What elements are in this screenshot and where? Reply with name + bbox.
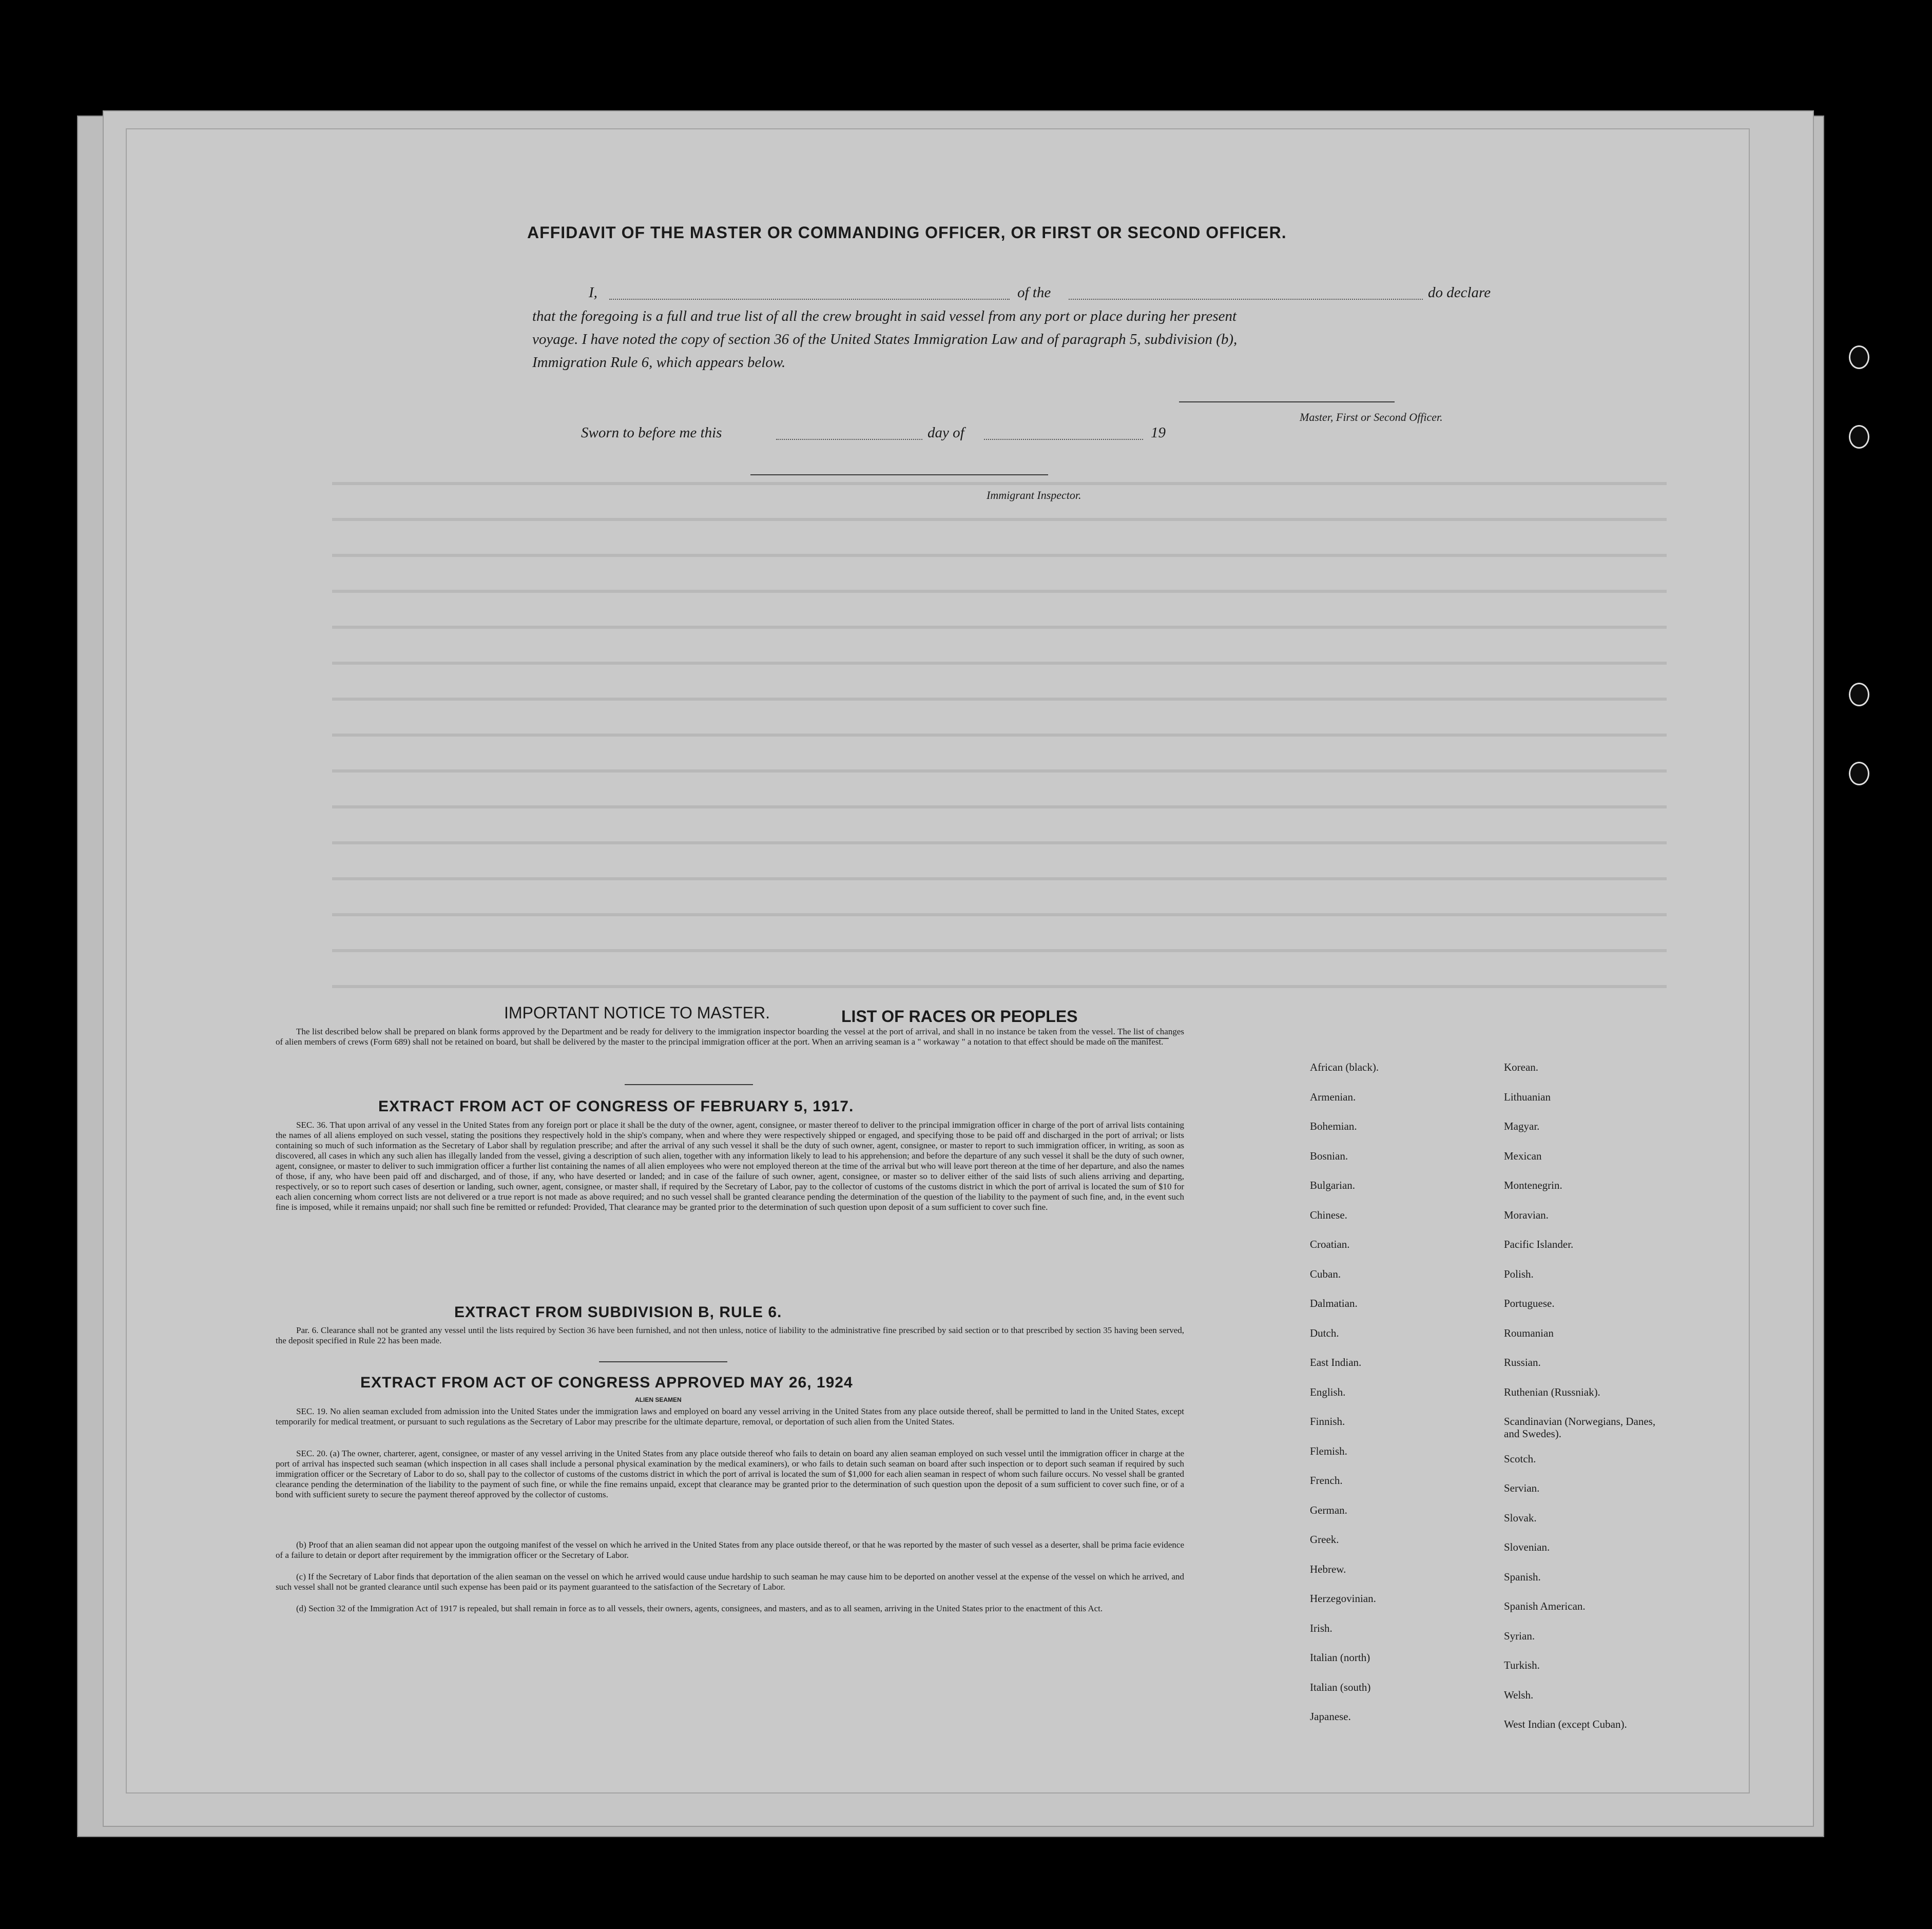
race-item: Italian (north): [1310, 1651, 1370, 1664]
race-item: Slovenian.: [1504, 1541, 1550, 1553]
notice-divider: [625, 1084, 753, 1085]
sworn-text: Sworn to before me this: [581, 425, 722, 441]
race-item: Mexican: [1504, 1149, 1542, 1162]
race-item: Roumanian: [1504, 1326, 1554, 1339]
affidavit-i: I,: [589, 284, 597, 301]
race-item: Hebrew.: [1310, 1563, 1346, 1575]
punch-hole: [1849, 683, 1869, 706]
race-item: Servian.: [1504, 1482, 1540, 1494]
day-of-text: day of: [928, 425, 964, 441]
races-divider: [1112, 1038, 1169, 1039]
signature-label: Master, First or Second Officer.: [1300, 411, 1443, 423]
race-item: Scotch.: [1504, 1452, 1536, 1465]
race-item: Chinese.: [1310, 1208, 1347, 1221]
race-item: Syrian.: [1504, 1629, 1535, 1642]
race-item: Finnish.: [1310, 1415, 1345, 1428]
race-item: Japanese.: [1310, 1710, 1351, 1723]
year-prefix: 19: [1151, 425, 1166, 441]
extract3-sec19: SEC. 19. No alien seaman excluded from admission into the United States under the immigration laws and employed on board any vessel arriving in the United States from any place outside thereof, shall be permitted to land in the United States, except temporarily for medical treatment, or pursuant to such regulations as the Secretary of Labor may prescribe for the ultimate departure, removal, or deportation of such alien from the United States.: [276, 1406, 1184, 1426]
race-item: Pacific Islander.: [1504, 1238, 1574, 1250]
race-item: Turkish.: [1504, 1659, 1540, 1671]
extract1-body: SEC. 36. That upon arrival of any vessel in the United States from any foreign port or place it shall be the duty of the owner, agent, consignee, or master thereof to deliver to the principal immigration officer in charge of the port of arrival lists containing the names of all aliens employed on such vessel, stating the positions they respectively hold in the ship's company, when and where they were respectively shipped or engaged, and specifying those to be paid off and discharged in the port of arrival; or lists containing so much of such information as the Secretary of Labor shall by regulation prescribe; and after the arrival of any such vessel it shall be the duty of such owner, agent, consignee, or master to report to such immigration officer, in writing, as soon as discovered, all cases in which any such alien has illegally landed from the vessel, giving a description of such alien, together with any information likely to lead to his apprehension; and before the departure of any such vessel it shall be the duty of such owner, agent, consignee, or master to deliver to such immigration officer a further list containing the names of all alien employees who were not employed thereon at the time of the arrival but who will leave port thereon at the time of her departure, and also the names of those, if any, who have been paid off and discharged, and of those, if any, who have deserted or landed; and in case of the failure of such owner, agent, consignee, or master so to deliver either of the said lists of such aliens arriving and departing, respectively, or so to report such cases of desertion or landing, such owner, agent, consignee, or master shall, if required by the Secretary of Labor, pay to the collector of customs of the customs district in which the port of arrival is located the sum of $10 for each alien concerning whom correct lists are not delivered or a true report is not made as above required; and no such vessel shall be granted clearance pending the determination of the question of the liability to the payment of such fine, and, in the event such fine is imposed, while it remains unpaid; nor shall such fine be remitted or refunded: Provided, That clearance may be granted prior to the determination of such question upon deposit of a sum sufficient to cover such fine.: [276, 1120, 1184, 1212]
notice-body: The list described below shall be prepared on blank forms approved by the Department and be ready for delivery to the immigration inspector boarding the vessel at the port of arrival, and shall in no instance be taken from the vessel. The list of changes of alien members of crews (Form 689) shall not be retained on board, but shall be delivered by the master to the principal immigration officer at the port. When an arriving seaman is a " workaway " a notation to that effect should be made on the manifest.: [276, 1027, 1184, 1047]
extract3-sec20b: (b) Proof that an alien seaman did not appear upon the outgoing manifest of the vessel on which he arrived in the United States from any place outside thereof, or that he was reported by the master of such vessel as a deserter, shall be prima facie evidence of a failure to detain or deport after requirement by the immigration officer or the Secretary of Labor.: [276, 1540, 1184, 1560]
extract1-title: EXTRACT FROM ACT OF CONGRESS OF FEBRUARY 5, 1917.: [378, 1098, 854, 1115]
race-item: African (black).: [1310, 1061, 1379, 1073]
extract2-divider: [599, 1361, 727, 1362]
race-item: West Indian (except Cuban).: [1504, 1718, 1627, 1730]
day-blank: [776, 439, 922, 440]
punch-hole: [1849, 762, 1869, 785]
signature-line: [1179, 401, 1395, 402]
extract3-title: EXTRACT FROM ACT OF CONGRESS APPROVED MAY 26, 1924: [360, 1374, 853, 1391]
affidavit-line3: voyage. I have noted the copy of section 36 of the United States Immigration Law and of paragraph 5, subdivision (b),: [532, 331, 1238, 348]
race-item: Moravian.: [1504, 1208, 1549, 1221]
extract3-sec20d: (d) Section 32 of the Immigration Act of 1917 is repealed, but shall remain in force as to all vessels, their owners, agents, consignees, and masters, and as to all seamen, arriving in the United States prior to the enactment of this Act.: [296, 1604, 1103, 1613]
punch-hole: [1849, 425, 1869, 449]
affidavit-title: AFFIDAVIT OF THE MASTER OR COMMANDING OFFICER, OR FIRST OR SECOND OFFICER.: [527, 223, 1287, 242]
race-item: Ruthenian (Russniak).: [1504, 1385, 1600, 1398]
race-item: Slovak.: [1504, 1511, 1537, 1524]
extract3-sec20c: (c) If the Secretary of Labor finds that deportation of the alien seaman on the vessel on which he arrived would cause undue hardship to such seaman he may cause him to be deported on another vessel at the expense of the vessel on which he arrived, and such vessel shall not be granted clearance until such expense has been paid or its payment guaranteed to the satisfaction of the Secretary of Labor.: [276, 1572, 1184, 1592]
punch-hole: [1849, 345, 1869, 369]
race-item: German.: [1310, 1503, 1347, 1516]
extract2-body: Par. 6. Clearance shall not be granted any vessel until the lists required by Section 36 have been furnished, and not then unless, notice of liability to the administrative fine prescribed by said section or to that prescribed by section 35 having been served, the deposit specified in Rule 22 has been made.: [276, 1325, 1184, 1345]
race-item: Spanish American.: [1504, 1600, 1586, 1612]
race-item: Bulgarian.: [1310, 1179, 1356, 1191]
extract2-title: EXTRACT FROM SUBDIVISION B, RULE 6.: [454, 1304, 782, 1321]
race-item: Russian.: [1504, 1356, 1541, 1368]
affidavit-line2: that the foregoing is a full and true list of all the crew brought in said vessel from any port or place during her present: [532, 308, 1237, 324]
notice-title: IMPORTANT NOTICE TO MASTER.: [504, 1004, 770, 1022]
race-item: Welsh.: [1504, 1688, 1534, 1701]
race-item: Croatian.: [1310, 1238, 1350, 1250]
races-title: LIST OF RACES OR PEOPLES: [841, 1007, 1078, 1026]
race-item: Herzegovinian.: [1310, 1592, 1376, 1605]
vessel-blank: [1069, 299, 1423, 300]
race-item: Bohemian.: [1310, 1120, 1357, 1132]
extract3-subtitle: ALIEN SEAMEN: [635, 1396, 682, 1403]
race-item: Dutch.: [1310, 1326, 1339, 1339]
race-item: Spanish.: [1504, 1570, 1541, 1583]
race-item: Flemish.: [1310, 1444, 1347, 1457]
race-item: Greek.: [1310, 1533, 1339, 1546]
race-item: English.: [1310, 1385, 1346, 1398]
affidavit-of-the: of the: [1017, 284, 1051, 301]
affidavit-declare: do declare: [1428, 284, 1491, 301]
race-item: Italian (south): [1310, 1681, 1371, 1693]
name-blank: [609, 299, 1010, 300]
race-item: Montenegrin.: [1504, 1179, 1562, 1191]
race-item: Dalmatian.: [1310, 1297, 1358, 1309]
race-item: Bosnian.: [1310, 1149, 1348, 1162]
race-item: Korean.: [1504, 1061, 1539, 1073]
month-blank: [984, 439, 1143, 440]
document-page: [126, 128, 1750, 1793]
race-item: French.: [1310, 1474, 1343, 1487]
race-item: Scandinavian (Norwegians, Danes, and Swedes).: [1504, 1415, 1656, 1440]
affidavit-line4: Immigration Rule 6, which appears below.: [532, 354, 786, 371]
inspector-line: [750, 474, 1048, 475]
race-item: Magyar.: [1504, 1120, 1540, 1132]
race-item: Cuban.: [1310, 1267, 1341, 1280]
race-item: Portuguese.: [1504, 1297, 1555, 1309]
race-item: Polish.: [1504, 1267, 1534, 1280]
extract3-sec20a: SEC. 20. (a) The owner, charterer, agent, consignee, or master of any vessel arriving in the United States from any place outside thereof who fails to detain on board any alien seaman employed on such vessel until the immigration officer in charge at the port of arrival has inspected such seaman (which inspection in all cases shall include a personal physical examination by the medical examiners), or who fails to detain such seaman on board after such inspection or to deport such seaman if required by such immigration officer or the Secretary of Labor to do so, shall pay to the collector of customs of the customs district in which the port of arrival is located the sum of $1,000 for each alien seaman in respect of whom such failure occurs. No vessel shall be granted clearance pending the determination of the liability to the payment of such fine, or while the fine remains unpaid, except that clearance may be granted prior to the determination of such question upon the deposit of a sum sufficient to cover such fine, or of a bond with sufficient surety to secure the payment thereof approved by the collector of customs.: [276, 1449, 1184, 1499]
race-item: Armenian.: [1310, 1090, 1356, 1103]
inspector-label: Immigrant Inspector.: [987, 489, 1081, 501]
race-item: East Indian.: [1310, 1356, 1362, 1368]
race-item: Irish.: [1310, 1622, 1332, 1634]
race-item: Lithuanian: [1504, 1090, 1551, 1103]
